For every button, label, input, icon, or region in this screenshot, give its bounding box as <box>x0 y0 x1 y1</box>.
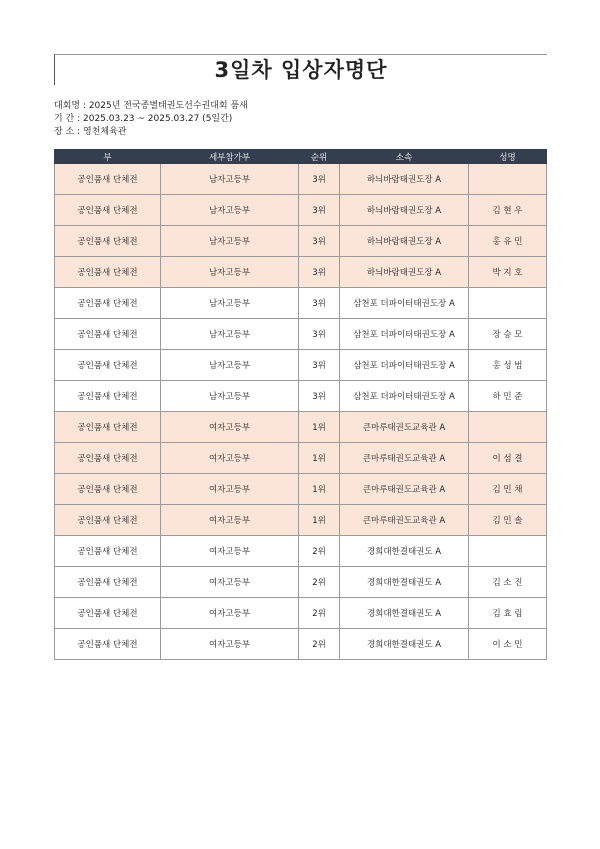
category-cell: 남자고등부 <box>161 257 299 288</box>
category-cell: 여자고등부 <box>161 412 299 443</box>
division-cell: 공인품새 단체전 <box>55 226 161 257</box>
team-cell: 하늬바람태권도장 A <box>340 226 469 257</box>
category-cell: 남자고등부 <box>161 288 299 319</box>
team-cell: 삼천포 더파이터태권도장 A <box>340 288 469 319</box>
table-row <box>55 350 547 381</box>
category-cell: 여자고등부 <box>161 629 299 660</box>
table-row <box>55 412 547 443</box>
category-cell: 여자고등부 <box>161 443 299 474</box>
division-cell: 공인품새 단체전 <box>55 381 161 412</box>
team-cell: 경희대한결태권도 A <box>340 598 469 629</box>
table-row <box>55 257 547 288</box>
team-cell: 경희대한결태권도 A <box>340 629 469 660</box>
table-row <box>55 381 547 412</box>
category-cell: 남자고등부 <box>161 381 299 412</box>
category-cell: 여자고등부 <box>161 567 299 598</box>
header-name: 성명 <box>469 150 547 164</box>
header-category: 세부참가부 <box>161 150 299 164</box>
event-period: 기 간 : 2025.03.23 ~ 2025.03.27 (5일간) <box>54 114 233 124</box>
division-cell: 공인품새 단체전 <box>55 350 161 381</box>
header-rank: 순위 <box>299 150 340 164</box>
team-cell: 경희대한결태권도 A <box>340 536 469 567</box>
table-row <box>55 629 547 660</box>
team-cell: 큰마루태권도교육관 A <box>340 505 469 536</box>
rank-cell: 3위 <box>299 226 340 257</box>
rank-cell: 1위 <box>299 505 340 536</box>
rank-cell: 3위 <box>299 381 340 412</box>
team-cell: 삼천포 더파이터태권도장 A <box>340 381 469 412</box>
table-row <box>55 567 547 598</box>
name-cell: 홍 성 범 <box>469 350 547 381</box>
team-cell: 하늬바람태권도장 A <box>340 164 469 195</box>
division-cell: 공인품새 단체전 <box>55 505 161 536</box>
table-row <box>55 443 547 474</box>
category-cell: 여자고등부 <box>161 598 299 629</box>
division-cell: 공인품새 단체전 <box>55 319 161 350</box>
table-row <box>55 598 547 629</box>
rank-cell: 2위 <box>299 598 340 629</box>
division-cell: 공인품새 단체전 <box>55 412 161 443</box>
team-cell: 큰마루태권도교육관 A <box>340 412 469 443</box>
name-cell: 김 소 진 <box>469 567 547 598</box>
page-title: 3일차 입상자명단 <box>54 54 547 85</box>
division-cell: 공인품새 단체전 <box>55 536 161 567</box>
team-cell: 삼천포 더파이터태권도장 A <box>340 319 469 350</box>
table-row <box>55 288 547 319</box>
rank-cell: 2위 <box>299 629 340 660</box>
category-cell: 남자고등부 <box>161 319 299 350</box>
event-name: 대회명 : 2025년 전국종별태권도선수권대회 품새 <box>54 101 248 111</box>
name-cell: 하 민 준 <box>469 381 547 412</box>
results-table <box>54 149 547 660</box>
name-cell: 김 효 림 <box>469 598 547 629</box>
category-cell: 남자고등부 <box>161 226 299 257</box>
rank-cell: 3위 <box>299 164 340 195</box>
name-cell <box>469 288 547 319</box>
team-cell: 큰마루태권도교육관 A <box>340 474 469 505</box>
division-cell: 공인품새 단체전 <box>55 474 161 505</box>
category-cell: 여자고등부 <box>161 505 299 536</box>
team-cell: 큰마루태권도교육관 A <box>340 443 469 474</box>
division-cell: 공인품새 단체전 <box>55 567 161 598</box>
team-cell: 삼천포 더파이터태권도장 A <box>340 350 469 381</box>
header-row <box>55 150 547 164</box>
table-row <box>55 226 547 257</box>
team-cell: 경희대한결태권도 A <box>340 567 469 598</box>
name-cell: 박 지 호 <box>469 257 547 288</box>
category-cell: 남자고등부 <box>161 164 299 195</box>
rank-cell: 1위 <box>299 443 340 474</box>
category-cell: 남자고등부 <box>161 195 299 226</box>
division-cell: 공인품새 단체전 <box>55 288 161 319</box>
table-row <box>55 195 547 226</box>
rank-cell: 3위 <box>299 257 340 288</box>
rank-cell: 3위 <box>299 350 340 381</box>
name-cell: 김 민 솔 <box>469 505 547 536</box>
event-info <box>54 100 248 139</box>
team-cell: 하늬바람태권도장 A <box>340 257 469 288</box>
name-cell <box>469 412 547 443</box>
table-row <box>55 164 547 195</box>
name-cell: 김 현 우 <box>469 195 547 226</box>
rank-cell: 3위 <box>299 319 340 350</box>
division-cell: 공인품새 단체전 <box>55 195 161 226</box>
table-row <box>55 505 547 536</box>
division-cell: 공인품새 단체전 <box>55 164 161 195</box>
division-cell: 공인품새 단체전 <box>55 629 161 660</box>
rank-cell: 2위 <box>299 567 340 598</box>
header-division: 부 <box>55 150 161 164</box>
header-team: 소속 <box>340 150 469 164</box>
division-cell: 공인품새 단체전 <box>55 443 161 474</box>
name-cell: 홍 유 민 <box>469 226 547 257</box>
rank-cell: 2위 <box>299 536 340 567</box>
rank-cell: 1위 <box>299 474 340 505</box>
rank-cell: 1위 <box>299 412 340 443</box>
division-cell: 공인품새 단체전 <box>55 257 161 288</box>
name-cell: 이 섬 결 <box>469 443 547 474</box>
category-cell: 여자고등부 <box>161 474 299 505</box>
category-cell: 남자고등부 <box>161 350 299 381</box>
division-cell: 공인품새 단체전 <box>55 598 161 629</box>
table-row <box>55 536 547 567</box>
rank-cell: 3위 <box>299 195 340 226</box>
table-row <box>55 474 547 505</box>
name-cell <box>469 164 547 195</box>
table-row <box>55 319 547 350</box>
category-cell: 여자고등부 <box>161 536 299 567</box>
team-cell: 하늬바람태권도장 A <box>340 195 469 226</box>
event-venue: 장 소 : 영천체육관 <box>54 127 127 137</box>
rank-cell: 3위 <box>299 288 340 319</box>
name-cell <box>469 536 547 567</box>
name-cell: 이 소 민 <box>469 629 547 660</box>
name-cell: 장 승 모 <box>469 319 547 350</box>
name-cell: 김 민 채 <box>469 474 547 505</box>
